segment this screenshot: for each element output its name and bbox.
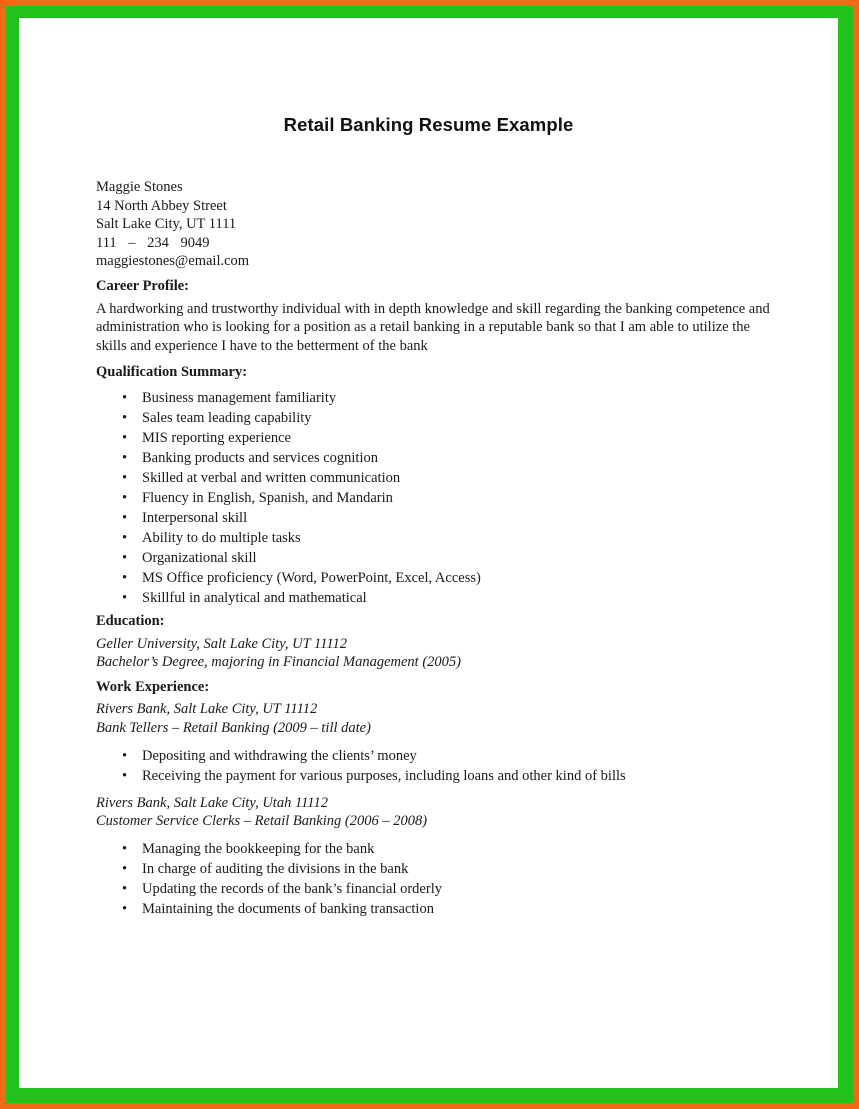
job-2-role: Customer Service Clerks – Retail Banking (2006 – 2008) (96, 813, 428, 830)
list-item: • Fluency in English, Spanish, and Mandarin (122, 489, 393, 506)
bullet-icon: • (122, 589, 128, 606)
job-1-role: Bank Tellers – Retail Banking (2009 – till date) (96, 719, 371, 736)
list-item: • MIS reporting experience (122, 429, 291, 446)
career-profile-text: A hardworking and trustworthy individual with in depth knowledge and skill regarding the banking competence and administration who is looking for a position as a retail banking in a reputable bank so that I am able to utilize the skills and experience I have to the betterment of the bank (96, 300, 770, 354)
qualification-list (96, 388, 776, 608)
job-2-employer: Rivers Bank, Salt Lake City, Utah 11112 (96, 794, 328, 811)
job-1-duties (96, 746, 776, 786)
list-item: • Ability to do multiple tasks (122, 529, 301, 546)
bullet-icon: • (122, 429, 128, 446)
bullet-icon: • (122, 860, 128, 877)
work-experience-heading: Work Experience: (96, 678, 210, 695)
bullet-icon: • (122, 880, 128, 897)
list-item: • Organizational skill (122, 549, 257, 566)
list-item: • Skilled at verbal and written communication (122, 469, 401, 486)
bullet-icon: • (122, 840, 128, 857)
job-2-duties (96, 839, 776, 919)
bullet-icon: • (122, 767, 128, 784)
contact-phone: 111 – 234 9049 (96, 234, 210, 251)
list-item: • Skillful in analytical and mathematical (122, 589, 367, 606)
list-item: • Interpersonal skill (122, 509, 248, 526)
bullet-icon: • (122, 409, 128, 426)
bullet-icon: • (122, 549, 128, 566)
list-item: • Receiving the payment for various purposes, including loans and other kind of bills (122, 767, 626, 784)
education-degree: Bachelor’s Degree, majoring in Financial Management (2005) (96, 654, 461, 671)
resume-page (19, 18, 838, 1088)
contact-block (96, 178, 776, 271)
list-item: • Depositing and withdrawing the clients’ money (122, 747, 417, 764)
education-heading: Education: (96, 612, 165, 629)
job-1-employer: Rivers Bank, Salt Lake City, UT 11112 (96, 701, 318, 718)
career-profile-heading: Career Profile: (96, 277, 189, 294)
list-item: • Managing the bookkeeping for the bank (122, 840, 375, 857)
education-school: Geller University, Salt Lake City, UT 11112 (96, 635, 348, 652)
contact-street: 14 North Abbey Street (96, 197, 227, 214)
list-item: • Business management familiarity (122, 389, 337, 406)
list-item: • MS Office proficiency (Word, PowerPoint, Excel, Access) (122, 569, 481, 586)
page-title: Retail Banking Resume Example (283, 114, 574, 135)
bullet-icon: • (122, 489, 128, 506)
bullet-icon: • (122, 747, 128, 764)
resume-body (96, 178, 776, 923)
bullet-icon: • (122, 509, 128, 526)
bullet-icon: • (122, 529, 128, 546)
bullet-icon: • (122, 469, 128, 486)
list-item: • Banking products and services cognition (122, 449, 378, 466)
bullet-icon: • (122, 389, 128, 406)
bullet-icon: • (122, 449, 128, 466)
list-item: • Updating the records of the bank’s financial orderly (122, 880, 442, 897)
list-item: • Sales team leading capability (122, 409, 312, 426)
inner-green-border (6, 6, 853, 1103)
bullet-icon: • (122, 900, 128, 917)
qualification-summary-heading: Qualification Summary: (96, 364, 248, 381)
bullet-icon: • (122, 569, 128, 586)
list-item: • Maintaining the documents of banking transaction (122, 900, 434, 917)
list-item: • In charge of auditing the divisions in the bank (122, 860, 409, 877)
contact-city: Salt Lake City, UT 1111 (96, 216, 237, 233)
contact-email: maggiestones@email.com (96, 253, 250, 270)
contact-name: Maggie Stones (96, 179, 183, 195)
